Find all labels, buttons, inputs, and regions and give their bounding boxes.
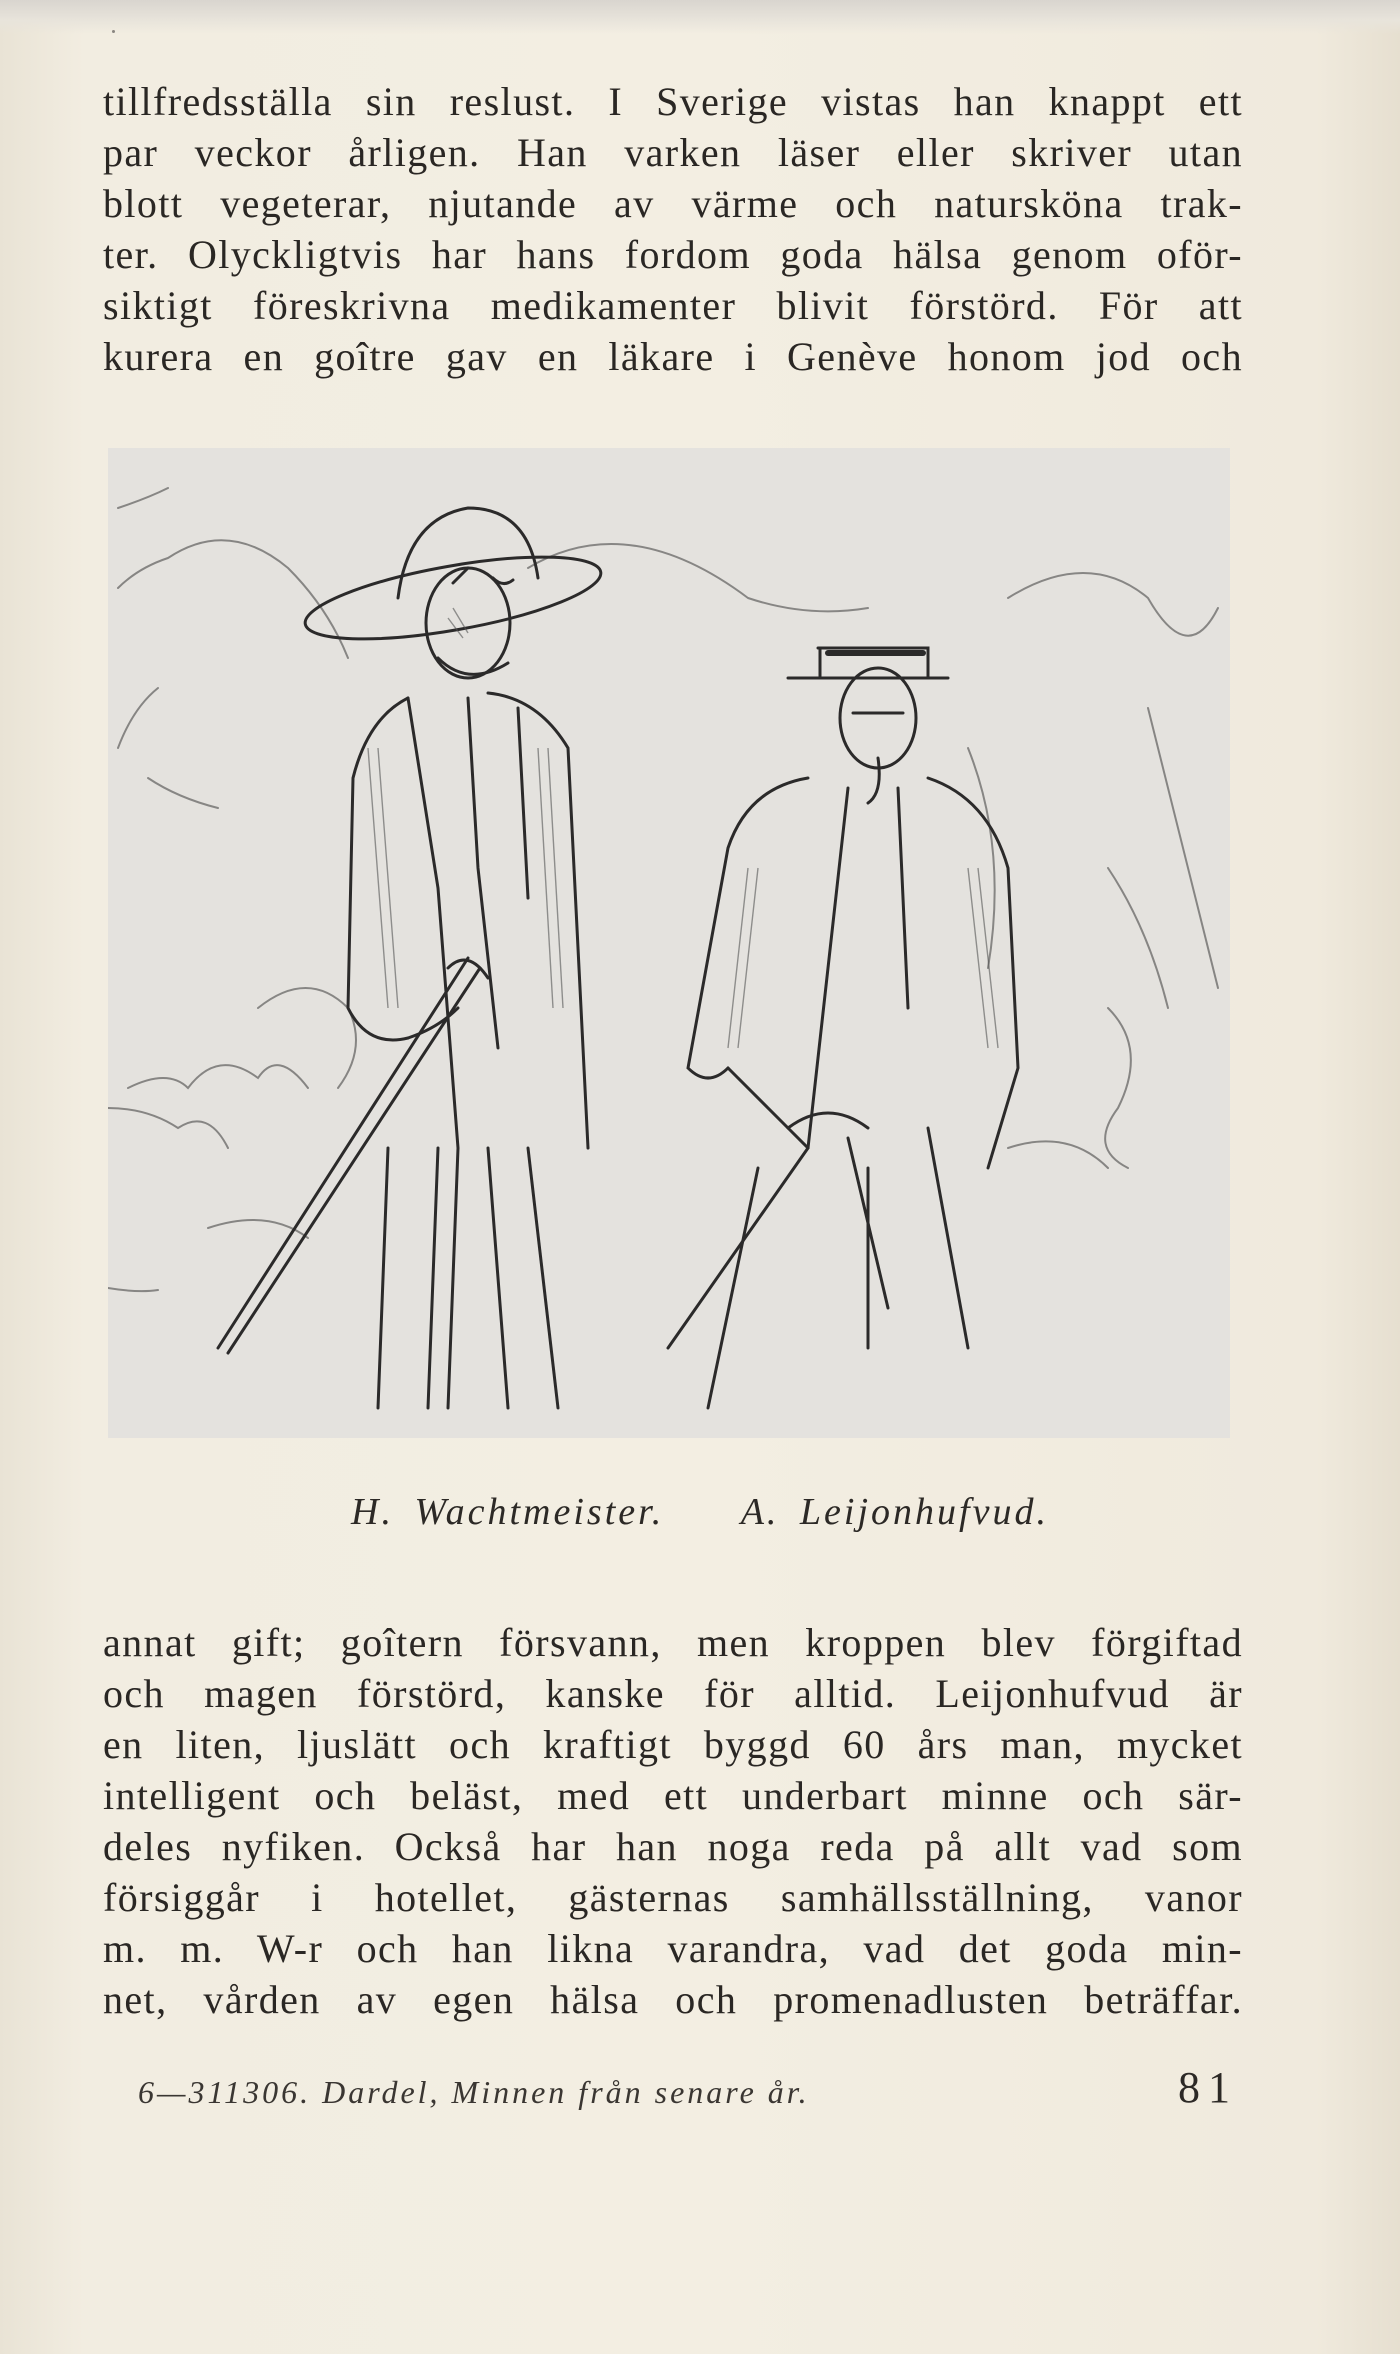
text-line: deles nyfiken. Också har han noga reda på allt vad som: [103, 1824, 1243, 1869]
text-line: en liten, ljuslätt och kraftigt byggd 60 års man, mycket: [103, 1722, 1243, 1767]
page-top-edge: [0, 0, 1400, 34]
text-line: ter. Olyckligtvis har hans fordom goda hälsa genom oför-: [103, 232, 1243, 277]
printer-signature: 6—311306. Dardel, Minnen från senare år.: [138, 2074, 810, 2110]
text-line: kurera en goître gav en läkare i Genève honom jod och: [103, 334, 1243, 379]
background-mountains: [108, 488, 1218, 1291]
text-line: par veckor årligen. Han varken läser eller skriver utan: [103, 130, 1243, 175]
text-line: intelligent och beläst, med ett underbart minne och sär-: [103, 1773, 1243, 1818]
text-line: försiggår i hotellet, gästernas samhällsställning, vanor: [103, 1875, 1243, 1920]
page-number: 81: [1178, 2063, 1238, 2112]
page-footer: [138, 2063, 1238, 2118]
body-text-bottom: [103, 1617, 1243, 2025]
figure-leijonhufvud: [668, 648, 1018, 1408]
body-text-top: [103, 76, 1243, 382]
sketch-illustration: [108, 448, 1230, 1438]
text-line: siktigt föreskrivna medikamenter blivit förstörd. För att: [103, 283, 1243, 328]
figure-wachtmeister: [218, 508, 606, 1408]
figure-caption: [0, 1490, 1400, 1534]
paper-speck: [112, 30, 115, 33]
text-line: blott vegeterar, njutande av värme och natursköna trak-: [103, 181, 1243, 226]
text-line: m. m. W-r och han likna varandra, vad det goda min-: [103, 1926, 1243, 1971]
caption-name-left: H. Wachtmeister.: [351, 1491, 665, 1533]
pen-sketch-two-men: [108, 448, 1230, 1438]
text-line: och magen förstörd, kanske för alltid. Leijonhufvud är: [103, 1671, 1243, 1716]
text-line: tillfredsställa sin reslust. I Sverige vistas han knappt ett: [103, 79, 1243, 124]
text-line: net, vården av egen hälsa och promenadlusten beträffar.: [103, 1977, 1243, 2022]
text-line: annat gift; goîtern försvann, men kroppen blev förgiftad: [103, 1620, 1243, 1665]
caption-name-right: A. Leijonhufvud.: [740, 1491, 1049, 1533]
